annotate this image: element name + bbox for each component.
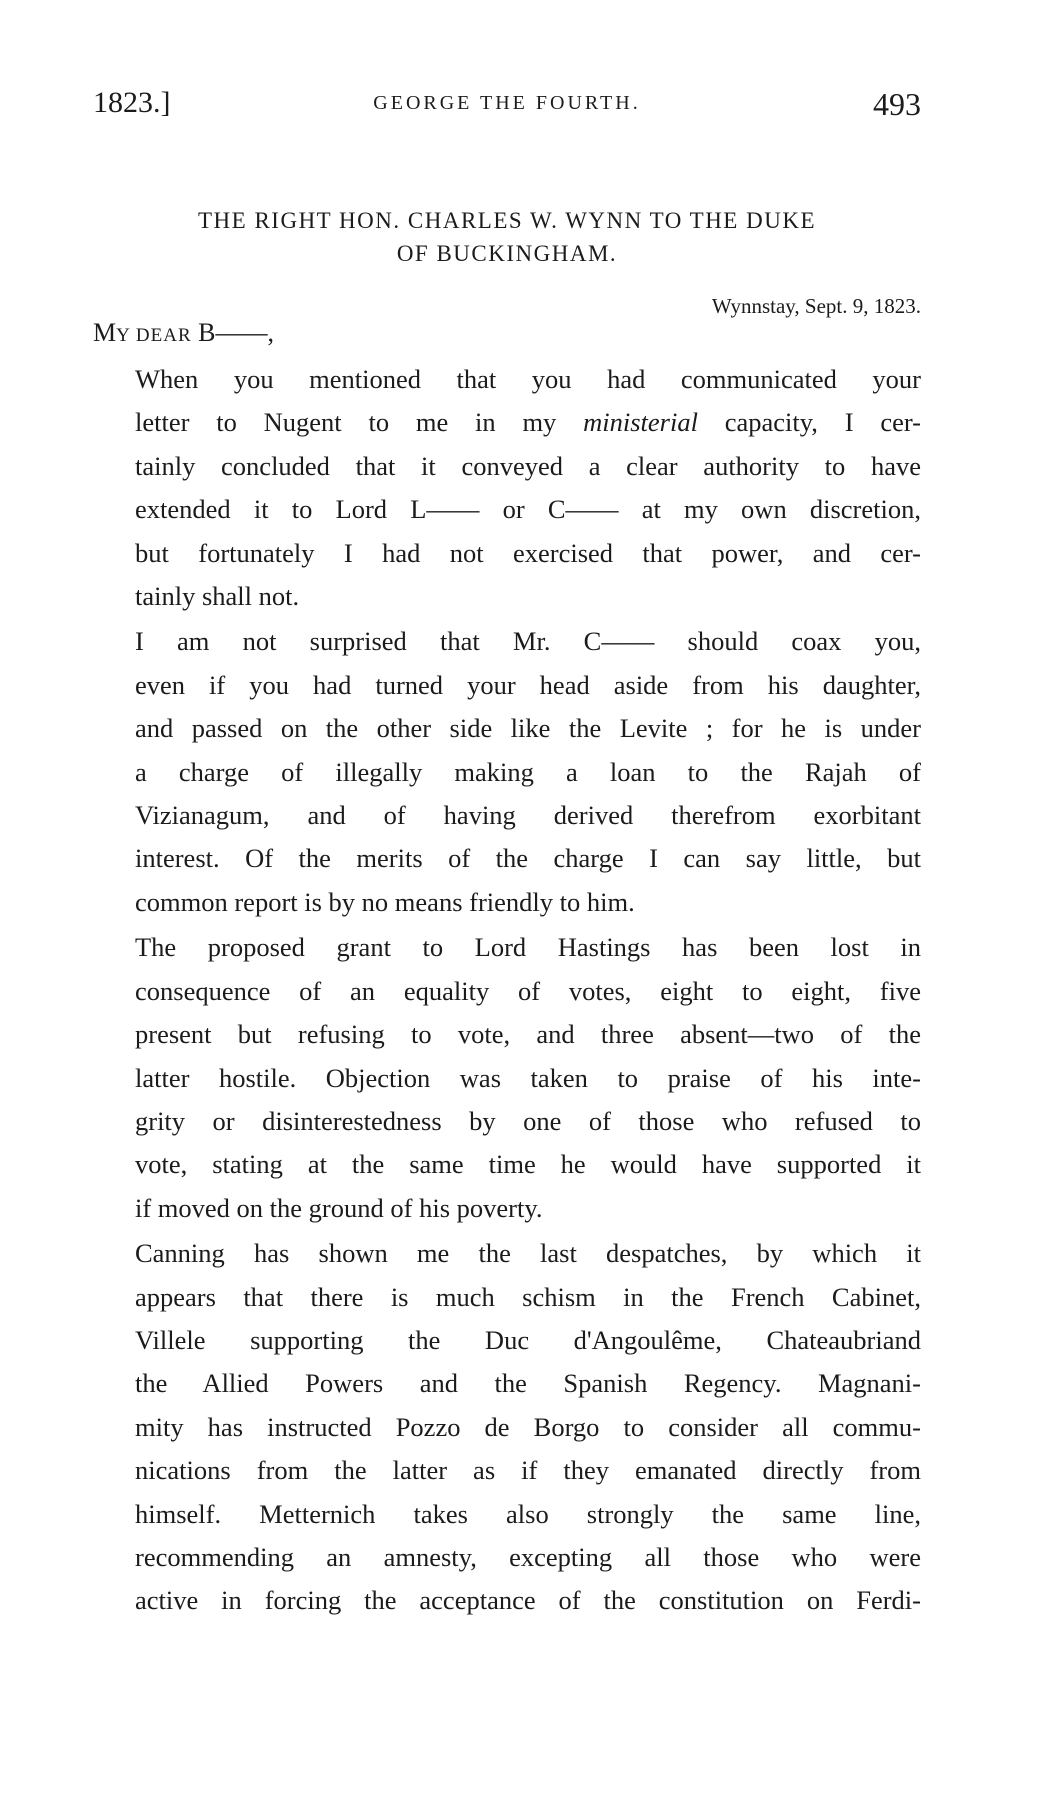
text-line: tainly concluded that it conveyed a clear authority to have — [135, 450, 921, 481]
paragraph-2 — [93, 620, 921, 924]
text-line: tainly shall not. — [135, 581, 300, 612]
running-head-title: GEORGE THE FOURTH. — [373, 92, 641, 114]
text-line: even if you had turned your head aside from his daughter, — [135, 669, 921, 700]
salutation — [93, 318, 274, 348]
text-segment: letter to Nugent to me in my — [135, 407, 584, 438]
salutation-small-caps: Y DEAR — [116, 325, 192, 346]
text-line: but fortunately I had not exercised that power, and cer- — [135, 537, 921, 568]
text-line: vote, stating at the same time he would have supported it — [135, 1149, 921, 1180]
paragraph-4 — [93, 1232, 921, 1623]
text-line: nications from the latter as if they emanated directly from — [135, 1455, 921, 1486]
letter-body — [93, 358, 921, 1623]
text-line: When you mentioned that you had communicated your — [135, 364, 921, 394]
text-line — [93, 401, 921, 444]
letter-title-line-1: THE RIGHT HON. CHARLES W. WYNN TO THE DUKE — [198, 208, 816, 233]
page-number: 493 — [873, 86, 921, 122]
text-line: mity has instructed Pozzo de Borgo to consider all commu- — [135, 1411, 921, 1442]
text-line: latter hostile. Objection was taken to praise of his inte- — [135, 1062, 921, 1093]
text-segment: capacity, I cer- — [697, 407, 921, 438]
text-line: himself. Metternich takes also strongly the same line, — [135, 1498, 921, 1529]
text-line: I am not surprised that Mr. C—— should coax you, — [135, 626, 921, 657]
text-line: recommending an amnesty, excepting all those who were — [135, 1541, 921, 1572]
text-line: if moved on the ground of his poverty. — [135, 1192, 543, 1223]
text-line: extended it to Lord L—— or C—— at my own discretion, — [135, 494, 921, 525]
text-line: common report is by no means friendly to him. — [135, 886, 635, 917]
salutation-initial: M — [93, 318, 117, 347]
text-line: interest. Of the merits of the charge I can say little, but — [135, 843, 921, 874]
letter-title-line-2: OF BUCKINGHAM. — [396, 241, 618, 266]
text-line: The proposed grant to Lord Hastings has been lost in — [135, 932, 921, 963]
text-line: the Allied Powers and the Spanish Regency. Magnani- — [135, 1368, 921, 1399]
text-line: appears that there is much schism in the French Cabinet, — [135, 1281, 921, 1312]
text-line: consequence of an equality of votes, eight to eight, five — [135, 975, 921, 1006]
text-line: active in forcing the acceptance of the constitution on Ferdi- — [135, 1585, 921, 1616]
paragraph-3 — [93, 926, 921, 1230]
text-line: a charge of illegally making a loan to the Rajah of — [135, 756, 921, 787]
text-line: grity or disinterestedness by one of those who refused to — [135, 1105, 921, 1136]
running-head-year: 1823.] — [93, 86, 171, 119]
italic-word: ministerial — [583, 407, 698, 438]
letter-dateline: Wynnstay, Sept. 9, 1823. — [711, 294, 921, 318]
paragraph-1 — [93, 358, 921, 618]
text-line: Villele supporting the Duc d'Angoulême, Chateaubriand — [135, 1324, 921, 1355]
running-head — [93, 86, 921, 126]
letter-title — [93, 204, 921, 270]
text-line: present but refusing to vote, and three absent—two of the — [135, 1019, 921, 1050]
text-line: Canning has shown me the last despatches, by which it — [135, 1238, 921, 1269]
text-line: Vizianagum, and of having derived therefrom exorbitant — [135, 800, 921, 831]
salutation-name: B——, — [191, 318, 274, 347]
text-line: and passed on the other side like the Levite ; for he is under — [135, 713, 921, 744]
